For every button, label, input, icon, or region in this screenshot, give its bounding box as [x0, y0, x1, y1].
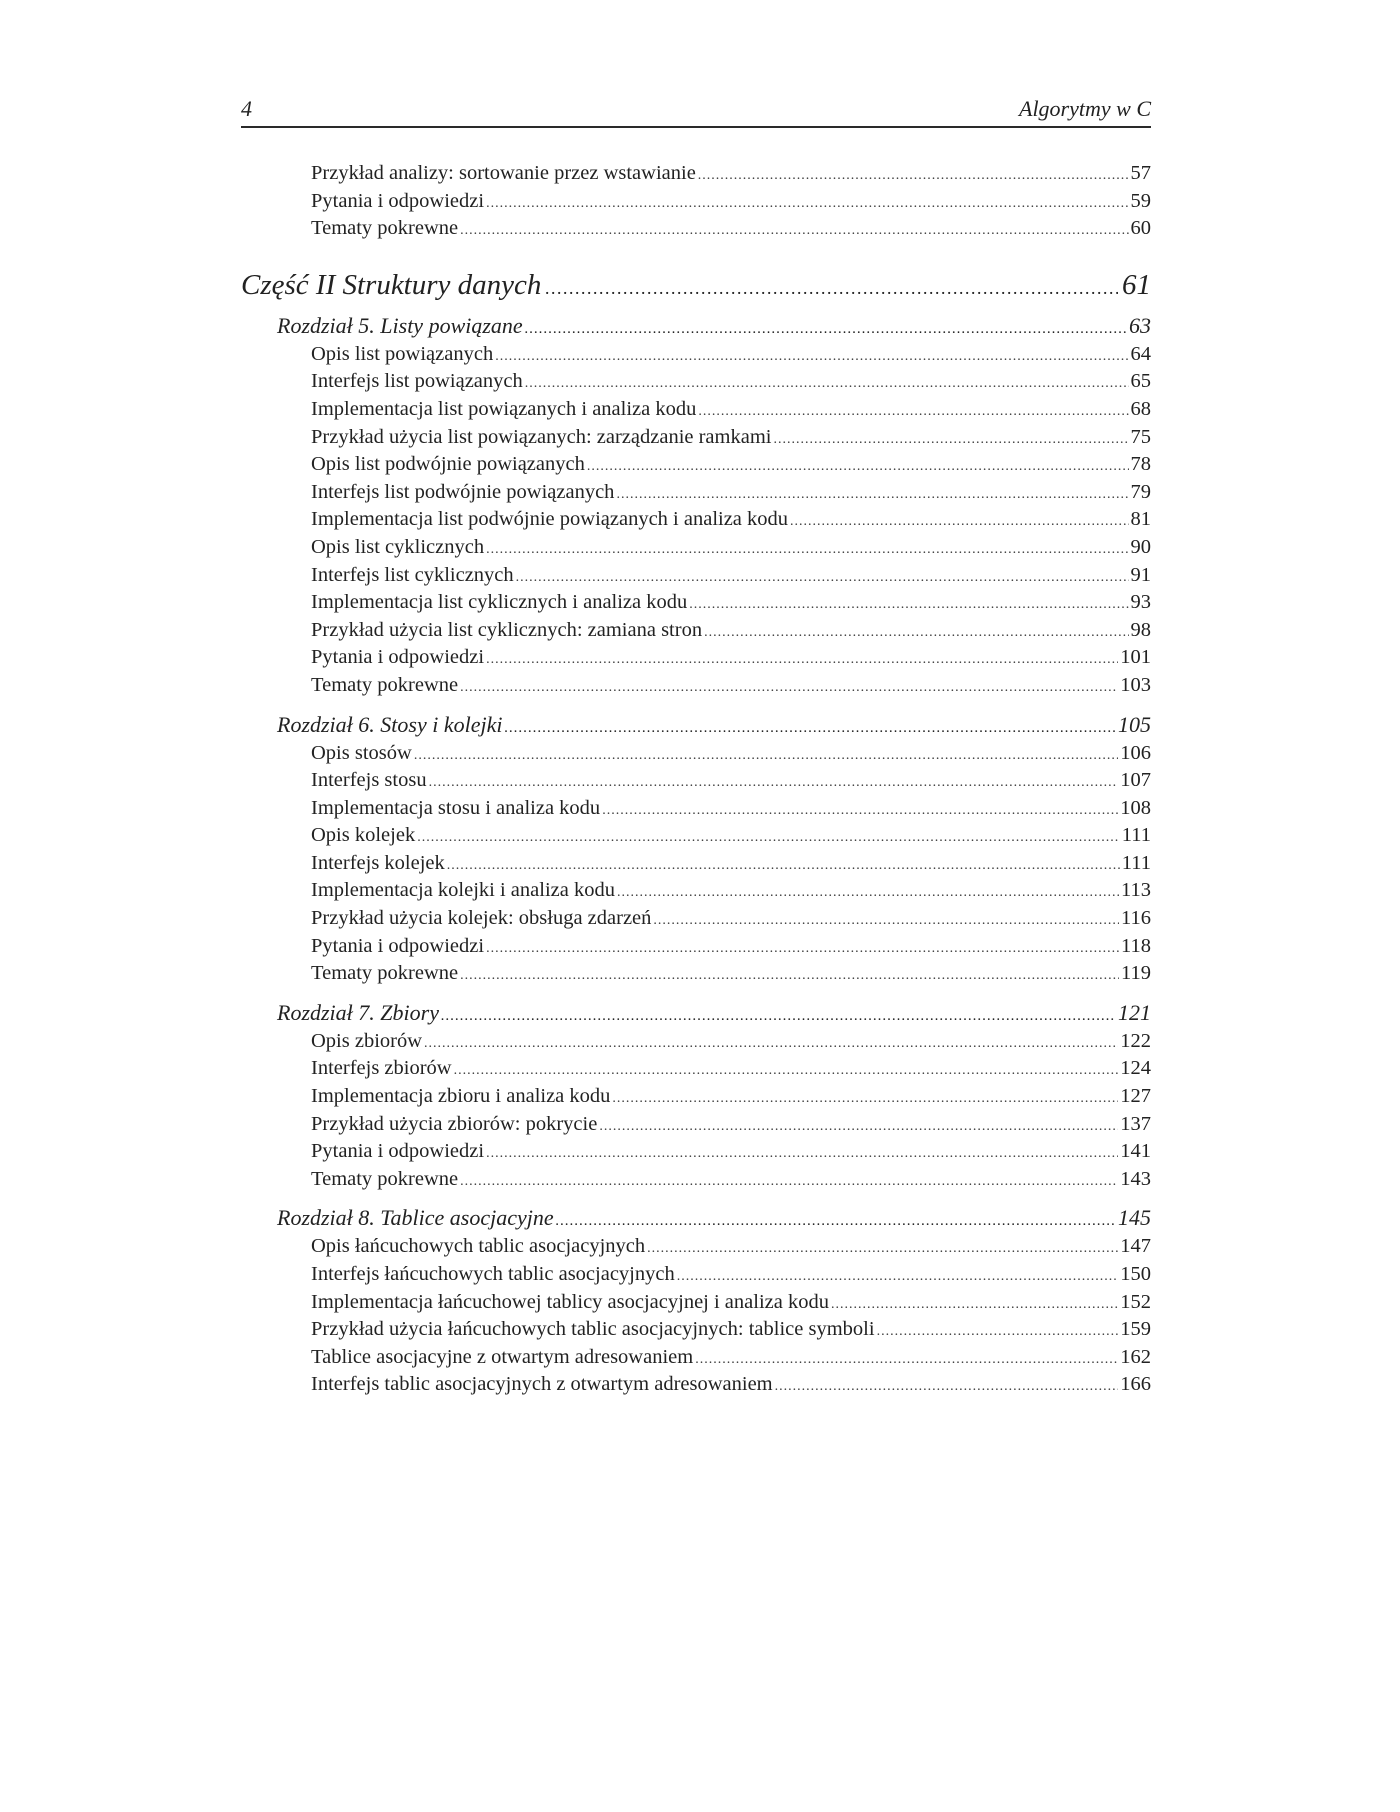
- dot-leader: [486, 1140, 1118, 1168]
- toc-entry-title: Pytania i odpowiedzi: [311, 934, 485, 957]
- toc-entry-page: 98: [1130, 618, 1151, 641]
- toc-entry-page: 81: [1130, 508, 1151, 531]
- toc-entry: [241, 424, 1151, 452]
- toc-entry-title: Implementacja łańcuchowej tablicy asocjacyjnej i analiza kodu: [311, 1290, 829, 1313]
- dot-leader: [831, 1291, 1118, 1319]
- chapter-page: 145: [1118, 1205, 1151, 1231]
- dot-leader: [504, 713, 1116, 743]
- toc-entry: [241, 617, 1151, 645]
- chapter-block: [241, 1203, 1151, 1399]
- toc-entry-title: Interfejs kolejek: [311, 851, 445, 874]
- toc-entry-title: Opis stosów: [311, 741, 412, 764]
- toc-entry-page: 79: [1130, 480, 1151, 503]
- dot-leader: [460, 217, 1128, 245]
- toc-entry-page: 152: [1120, 1290, 1151, 1313]
- toc-entry-title: Przykład użycia zbiorów: pokrycie: [311, 1112, 598, 1135]
- toc-entry-title: Tematy pokrewne: [311, 217, 459, 240]
- toc-entry-page: 78: [1130, 453, 1151, 476]
- toc-entry-page: 116: [1121, 907, 1151, 930]
- dot-leader: [602, 797, 1118, 825]
- dot-leader: [677, 1263, 1119, 1291]
- dot-leader: [599, 1113, 1118, 1141]
- toc-entry-page: 118: [1121, 934, 1151, 957]
- dot-leader: [447, 852, 1120, 880]
- dot-leader: [516, 564, 1129, 592]
- toc-entry: [241, 672, 1151, 700]
- dot-leader: [460, 1168, 1118, 1196]
- toc-entry: [241, 160, 1151, 188]
- toc-entry-title: Przykład analizy: sortowanie przez wstawianie: [311, 162, 696, 184]
- toc-entry-title: Tematy pokrewne: [311, 1167, 459, 1190]
- dot-leader: [653, 907, 1119, 935]
- toc-entry: [241, 822, 1151, 850]
- chapter-heading: [241, 710, 1151, 740]
- part-page: 61: [1122, 268, 1151, 301]
- toc-entry: [241, 1028, 1151, 1056]
- toc-entry-title: Implementacja zbioru i analiza kodu: [311, 1085, 611, 1108]
- toc-entry-page: 127: [1120, 1085, 1151, 1108]
- toc-entry: [241, 188, 1151, 216]
- dot-leader: [460, 674, 1118, 702]
- toc-entry-title: Interfejs list powiązanych: [311, 370, 523, 393]
- toc-entry: [241, 877, 1151, 905]
- dot-leader: [424, 1030, 1118, 1058]
- toc-entry-title: Implementacja list powiązanych i analiza kodu: [311, 397, 697, 420]
- toc-entry-title: Implementacja kolejki i analiza kodu: [311, 879, 615, 902]
- chapter-heading: [241, 998, 1151, 1028]
- toc-entry-title: Tematy pokrewne: [311, 673, 459, 696]
- dot-leader: [414, 742, 1118, 770]
- toc-entry-page: 111: [1121, 824, 1151, 847]
- toc-entry-title: Opis kolejek: [311, 824, 416, 847]
- toc-entry-page: 119: [1121, 962, 1151, 985]
- toc-entry-page: 93: [1130, 591, 1151, 614]
- dot-leader: [545, 268, 1118, 308]
- dot-leader: [486, 190, 1128, 218]
- dot-leader: [775, 1373, 1119, 1401]
- toc-entry: [241, 589, 1151, 617]
- toc-entry-title: Przykład użycia kolejek: obsługa zdarzeń: [311, 907, 652, 930]
- dot-leader: [647, 1235, 1118, 1263]
- toc-entry: [241, 1344, 1151, 1372]
- toc-entry-title: Przykład użycia list cyklicznych: zamiana stron: [311, 618, 703, 641]
- toc-entry-page: 122: [1120, 1029, 1151, 1052]
- toc-entry: [241, 1233, 1151, 1261]
- toc-entry-title: Interfejs łańcuchowych tablic asocjacyjnych: [311, 1263, 675, 1285]
- toc-entry-page: 75: [1130, 425, 1151, 448]
- toc-entry-page: 60: [1130, 217, 1151, 240]
- part-title: Część II Struktury danych: [241, 268, 542, 301]
- toc-entry-page: 150: [1120, 1263, 1151, 1285]
- toc-entry-title: Interfejs list cyklicznych: [311, 563, 514, 586]
- chapter-block: [241, 998, 1151, 1194]
- toc-entry: [241, 479, 1151, 507]
- toc-entry-title: Tablice asocjacyjne z otwartym adresowaniem: [311, 1345, 694, 1368]
- toc-entry-page: 59: [1130, 189, 1151, 212]
- toc-entry-page: 162: [1120, 1345, 1151, 1368]
- toc-entry: [241, 534, 1151, 562]
- chapter-title: Rozdział 7. Zbiory: [277, 999, 439, 1025]
- toc-entry-page: 141: [1120, 1140, 1151, 1163]
- dot-leader: [704, 619, 1128, 647]
- toc-entry-page: 64: [1130, 342, 1151, 365]
- toc-entry-page: 106: [1120, 741, 1151, 764]
- toc-entry-title: Interfejs list podwójnie powiązanych: [311, 480, 615, 503]
- page-number: 4: [241, 96, 252, 121]
- toc-entry-title: Interfejs tablic asocjacyjnych z otwartym adresowaniem: [311, 1373, 773, 1396]
- toc-entry: [241, 1083, 1151, 1111]
- toc-entry-page: 91: [1130, 563, 1151, 586]
- toc-entry-title: Pytania i odpowiedzi: [311, 1140, 485, 1163]
- toc-entry-title: Interfejs stosu: [311, 769, 427, 792]
- toc-entry-page: 103: [1120, 673, 1151, 696]
- dot-leader: [429, 769, 1119, 797]
- table-of-contents: [241, 160, 1151, 1399]
- toc-entry: [241, 795, 1151, 823]
- dot-leader: [617, 879, 1119, 907]
- dot-leader: [587, 453, 1129, 481]
- toc-entry: [241, 451, 1151, 479]
- toc-entry-page: 143: [1120, 1167, 1151, 1190]
- dot-leader: [486, 935, 1119, 963]
- toc-entry: [241, 368, 1151, 396]
- dot-leader: [790, 508, 1128, 536]
- toc-entry-title: Przykład użycia list powiązanych: zarządzanie ramkami: [311, 425, 772, 448]
- toc-entry-page: 113: [1121, 879, 1151, 902]
- dot-leader: [689, 591, 1128, 619]
- toc-entry-title: Opis list cyklicznych: [311, 535, 485, 558]
- toc-entry: [241, 1316, 1151, 1344]
- dot-leader: [460, 962, 1119, 990]
- running-header: [241, 96, 1151, 128]
- chapter-heading: [241, 311, 1151, 341]
- toc-entry-title: Interfejs zbiorów: [311, 1057, 452, 1080]
- toc-entry: [241, 740, 1151, 768]
- chapter-page: 105: [1118, 711, 1151, 737]
- toc-entry: [241, 933, 1151, 961]
- dot-leader: [612, 1085, 1118, 1113]
- toc-entry-page: 159: [1120, 1318, 1151, 1341]
- dot-leader: [495, 343, 1128, 371]
- chapter-block: [241, 311, 1151, 700]
- toc-entry: [241, 850, 1151, 878]
- dot-leader: [486, 536, 1128, 564]
- toc-entry: [241, 341, 1151, 369]
- dot-leader: [698, 162, 1129, 190]
- chapter-block: [241, 710, 1151, 988]
- toc-entry-title: Pytania i odpowiedzi: [311, 646, 485, 669]
- toc-entry: [241, 1138, 1151, 1166]
- toc-entry-page: 65: [1130, 370, 1151, 393]
- toc-entry: [241, 1289, 1151, 1317]
- toc-entry-page: 101: [1120, 646, 1151, 669]
- chapter-title: Rozdział 8. Tablice asocjacyjne: [277, 1205, 554, 1231]
- dot-leader: [556, 1206, 1116, 1236]
- chapter-page: 63: [1129, 312, 1151, 338]
- toc-entry: [241, 215, 1151, 243]
- toc-entry: [241, 562, 1151, 590]
- chapter-title: Rozdział 5. Listy powiązane: [277, 312, 523, 338]
- toc-entry: [241, 644, 1151, 672]
- toc-entry-title: Przykład użycia łańcuchowych tablic asocjacyjnych: tablice symboli: [311, 1318, 875, 1341]
- dot-leader: [486, 646, 1118, 674]
- toc-entry-page: 57: [1130, 162, 1151, 184]
- toc-entry: [241, 767, 1151, 795]
- dot-leader: [695, 1346, 1118, 1374]
- dot-leader: [525, 370, 1129, 398]
- toc-entry: [241, 1111, 1151, 1139]
- toc-entry-page: 68: [1130, 397, 1151, 420]
- toc-entry-page: 107: [1120, 769, 1151, 792]
- toc-entry: [241, 506, 1151, 534]
- chapters: [241, 311, 1151, 1399]
- chapter-page: 121: [1118, 999, 1151, 1025]
- dot-leader: [525, 314, 1127, 344]
- intro-entries: [241, 160, 1151, 243]
- dot-leader: [441, 1001, 1116, 1031]
- dot-leader: [773, 426, 1128, 454]
- toc-entry-page: 166: [1120, 1373, 1151, 1396]
- toc-entry-title: Opis list powiązanych: [311, 342, 494, 365]
- toc-entry-title: Implementacja list podwójnie powiązanych i analiza kodu: [311, 508, 789, 531]
- dot-leader: [616, 481, 1128, 509]
- toc-entry: [241, 905, 1151, 933]
- toc-entry: [241, 1166, 1151, 1194]
- toc-entry: [241, 960, 1151, 988]
- dot-leader: [877, 1318, 1119, 1346]
- toc-entry-title: Opis zbiorów: [311, 1029, 423, 1052]
- toc-entry: [241, 1371, 1151, 1399]
- dot-leader: [417, 824, 1120, 852]
- dot-leader: [454, 1057, 1119, 1085]
- toc-entry-page: 137: [1120, 1112, 1151, 1135]
- toc-entry-page: 108: [1120, 796, 1151, 819]
- toc-entry-page: 124: [1120, 1057, 1151, 1080]
- toc-entry-page: 147: [1120, 1235, 1151, 1258]
- toc-entry-title: Implementacja list cyklicznych i analiza kodu: [311, 591, 688, 614]
- toc-entry-title: Opis łańcuchowych tablic asocjacyjnych: [311, 1235, 646, 1258]
- chapter-heading: [241, 1203, 1151, 1233]
- toc-entry-title: Opis list podwójnie powiązanych: [311, 453, 585, 476]
- dot-leader: [698, 398, 1128, 426]
- toc-entry: [241, 1261, 1151, 1289]
- toc-entry: [241, 1055, 1151, 1083]
- chapter-title: Rozdział 6. Stosy i kolejki: [277, 711, 503, 737]
- toc-entry: [241, 396, 1151, 424]
- book-title: Algorytmy w C: [1019, 96, 1151, 121]
- toc-entry-title: Pytania i odpowiedzi: [311, 189, 485, 212]
- toc-entry-page: 90: [1130, 535, 1151, 558]
- toc-entry-title: Implementacja stosu i analiza kodu: [311, 796, 601, 819]
- toc-entry-title: Tematy pokrewne: [311, 962, 459, 985]
- toc-entry-page: 111: [1121, 851, 1151, 874]
- part-heading: [241, 265, 1151, 305]
